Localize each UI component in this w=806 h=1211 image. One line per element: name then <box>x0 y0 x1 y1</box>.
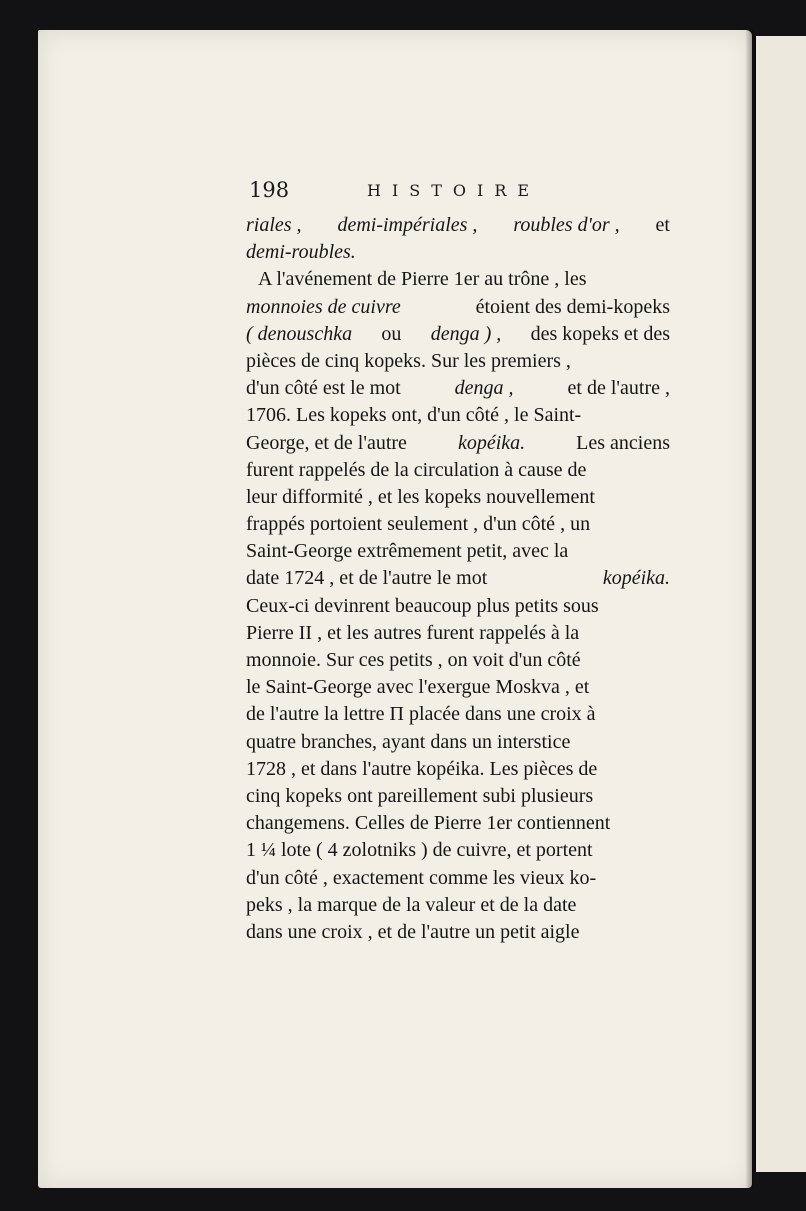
text-segment: leur difformité , et les kopeks nouvellement <box>246 485 595 508</box>
text-line <box>246 919 670 946</box>
text-line <box>246 430 670 457</box>
text-segment: 1706. Les kopeks ont, d'un côté , le Saint- <box>246 404 582 427</box>
next-page-edge <box>754 36 806 1172</box>
text-line <box>246 674 670 701</box>
text-segment: A l'avénement de Pierre 1er au trône , les <box>258 268 587 291</box>
text-line <box>246 620 670 647</box>
text-line <box>246 565 670 592</box>
text-segment: dans une croix , et de l'autre un petit aigle <box>246 920 580 943</box>
text-segment: étoient des demi-kopeks <box>475 295 670 318</box>
text-segment: George, et de l'autre <box>246 431 407 454</box>
text-segment: des kopeks et des <box>530 322 670 345</box>
text-line <box>246 729 670 756</box>
text-line <box>246 865 670 892</box>
text-line <box>246 294 670 321</box>
text-segment: peks , la marque de la valeur et de la date <box>246 893 577 916</box>
italic-segment: denga ) , <box>430 322 502 345</box>
text-line <box>246 783 670 810</box>
text-segment: Saint-George extrêmement petit, avec la <box>246 540 569 563</box>
text-segment: monnoie. Sur ces petits , on voit d'un côté <box>246 649 581 671</box>
text-line <box>246 647 670 674</box>
italic-segment: demi-roubles. <box>246 241 356 264</box>
italic-segment: riales , <box>246 214 302 236</box>
text-line <box>246 266 670 293</box>
italic-segment: monnoies de cuivre <box>246 295 401 318</box>
text-segment: frappés portoient seulement , d'un côté , un <box>246 513 591 536</box>
body-text <box>246 212 670 946</box>
text-line <box>246 593 670 620</box>
italic-segment: demi-impériales , <box>337 214 478 236</box>
text-segment: changemens. Celles de Pierre 1er contiennent <box>246 812 611 835</box>
text-segment: 1728 , et dans l'autre kopéika. Les pièces de <box>246 757 598 780</box>
page-number: 198 <box>249 178 290 202</box>
italic-segment: denga , <box>454 377 514 400</box>
text-line <box>246 321 670 348</box>
text-line <box>246 837 670 864</box>
text-segment: ou <box>381 322 402 345</box>
text-segment: et <box>655 214 670 236</box>
italic-segment: kopéika. <box>457 431 526 454</box>
page-header <box>249 178 673 206</box>
text-line <box>246 538 670 565</box>
running-title: HISTOIRE <box>367 181 541 200</box>
text-line <box>246 212 670 239</box>
text-line <box>246 239 670 266</box>
text-segment: pièces de cinq kopeks. Sur les premiers , <box>246 349 571 372</box>
italic-segment: kopéika. <box>602 567 670 590</box>
text-segment: date 1724 , et de l'autre le mot <box>246 567 488 590</box>
text-segment: Pierre II , et les autres furent rappelés à la <box>246 621 580 644</box>
text-line <box>246 756 670 783</box>
text-segment: cinq kopeks ont pareillement subi plusieurs <box>246 784 594 807</box>
text-segment: Les anciens <box>576 431 670 454</box>
text-line <box>246 892 670 919</box>
text-segment: d'un côté , exactement comme les vieux ko- <box>246 866 597 889</box>
italic-segment: roubles d'or , <box>513 214 620 236</box>
text-segment: 1 ¼ lote ( 4 zolotniks ) de cuivre, et portent <box>246 839 593 862</box>
text-segment: le Saint-George avec l'exergue Moskva , et <box>246 676 590 699</box>
text-line <box>246 484 670 511</box>
text-segment: Ceux-ci devinrent beaucoup plus petits sous <box>246 594 599 617</box>
text-line <box>246 511 670 538</box>
text-line <box>246 402 670 429</box>
text-line <box>246 701 670 728</box>
text-line <box>246 457 670 484</box>
text-segment: furent rappelés de la circulation à cause de <box>246 458 587 481</box>
text-line <box>246 810 670 837</box>
text-segment: et de l'autre , <box>567 377 670 400</box>
text-line <box>246 348 670 375</box>
italic-segment: ( denouschka <box>246 322 353 345</box>
text-segment: d'un côté est le mot <box>246 377 401 400</box>
spine-shadow <box>745 30 753 1188</box>
text-line <box>246 375 670 402</box>
text-segment: quatre branches, ayant dans un interstice <box>246 730 571 753</box>
text-segment: de l'autre la lettre Π placée dans une croix à <box>246 703 596 726</box>
